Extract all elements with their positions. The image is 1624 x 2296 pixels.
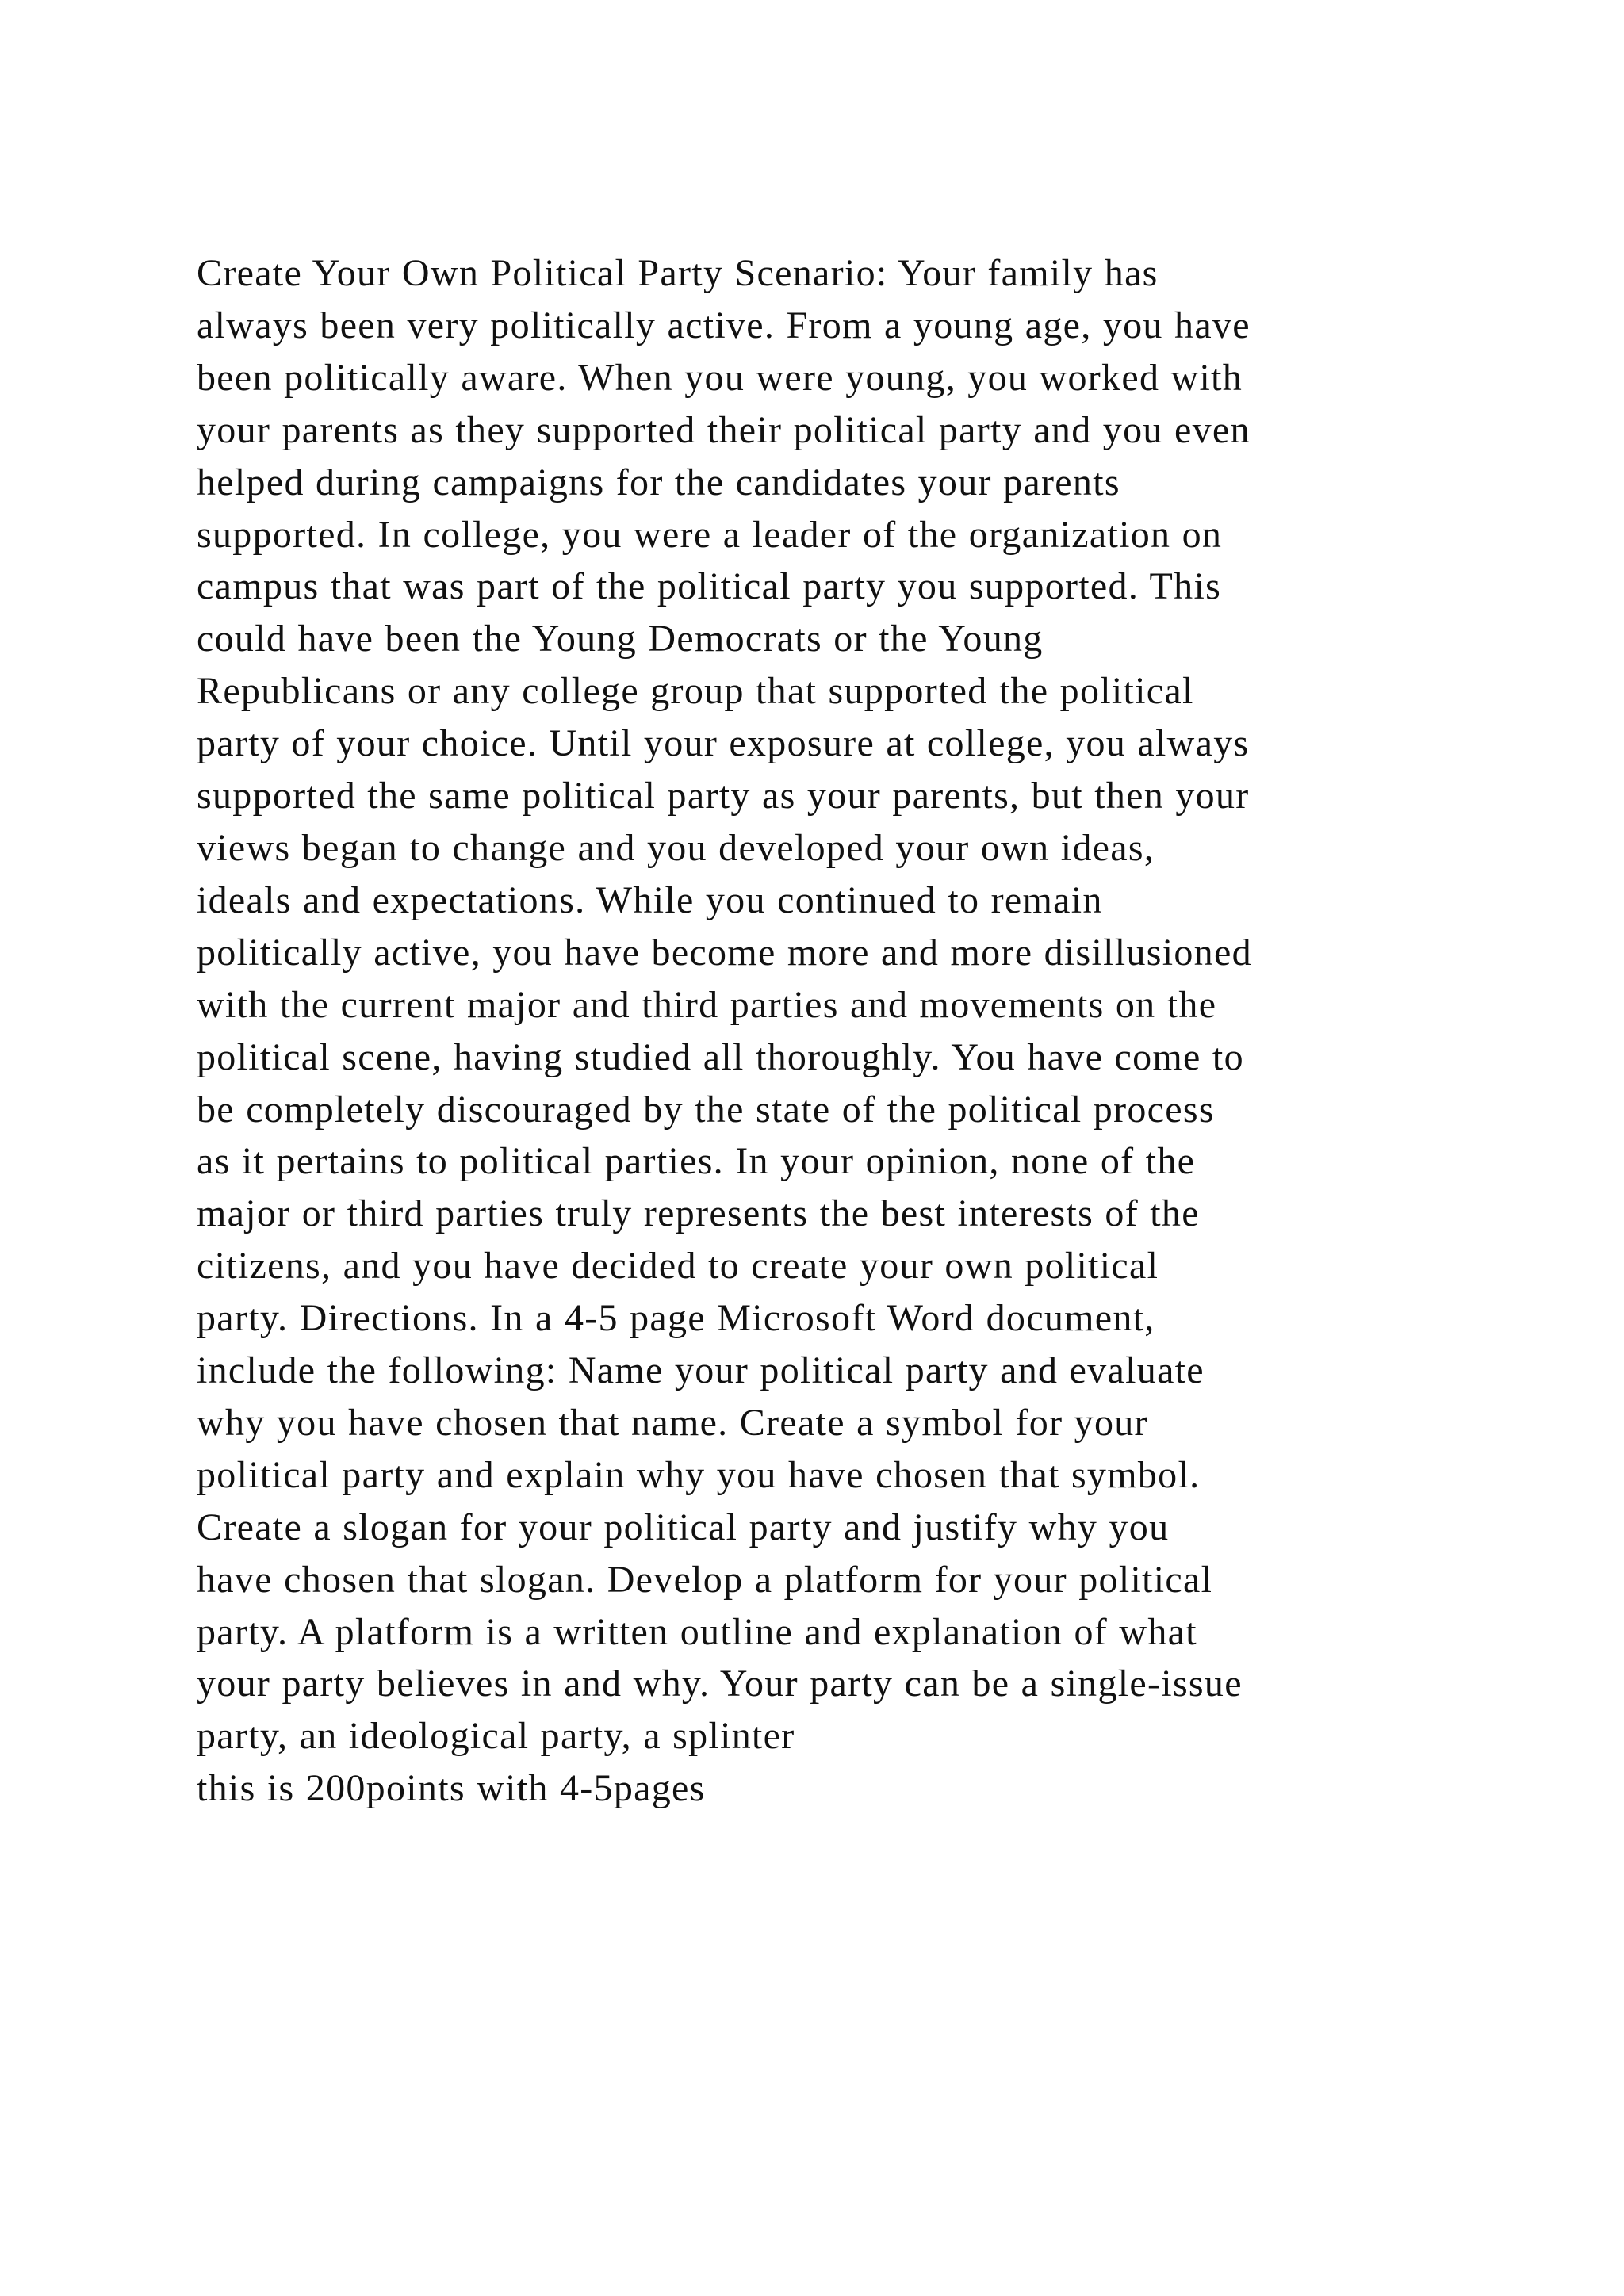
text-line: include the following: Name your political party and evaluate — [197, 1349, 1205, 1392]
text-line: politically active, you have become more and more disillusioned — [197, 931, 1252, 974]
text-line: citizens, and you have decided to create your own political — [197, 1245, 1159, 1288]
text-line: have chosen that slogan. Develop a platform for your political — [197, 1558, 1213, 1601]
text-line: been politically aware. When you were young, you worked with — [197, 356, 1243, 399]
text-line: this is 200points with 4-5pages — [197, 1767, 706, 1810]
text-line: party. A platform is a written outline and explanation of what — [197, 1610, 1197, 1653]
text-line: party of your choice. Until your exposure at college, you always — [197, 722, 1250, 765]
text-line: views began to change and you developed your own ideas, — [197, 826, 1155, 869]
text-line: be completely discouraged by the state of the political process — [197, 1088, 1215, 1131]
text-line: party. Directions. In a 4-5 page Microsoft Word document, — [197, 1297, 1155, 1340]
text-line: supported the same political party as your parents, but then your — [197, 775, 1250, 817]
text-line: political party and explain why you have chosen that symbol. — [197, 1453, 1201, 1496]
text-line: could have been the Young Democrats or the Young — [197, 618, 1044, 660]
text-line: your parents as they supported their political party and you even — [197, 408, 1251, 451]
text-line: ideals and expectations. While you continued to remain — [197, 878, 1103, 921]
text-line: political scene, having studied all thoroughly. You have come to — [197, 1035, 1244, 1078]
text-line: party, an ideological party, a splinter — [197, 1715, 795, 1758]
text-line: major or third parties truly represents the best interests of the — [197, 1192, 1200, 1235]
text-line: as it pertains to political parties. In your opinion, none of the — [197, 1140, 1196, 1183]
text-line: your party believes in and why. Your party can be a single-issue — [197, 1663, 1243, 1705]
text-line: campus that was part of the political party you supported. This — [197, 565, 1222, 608]
text-line: helped during campaigns for the candidates your parents — [197, 461, 1120, 503]
text-line: always been very politically active. From a young age, you have — [197, 304, 1251, 346]
text-line: Create Your Own Political Party Scenario: Your family has — [197, 252, 1159, 294]
text-line: Create a slogan for your political party and justify why you — [197, 1506, 1170, 1548]
text-line: why you have chosen that name. Create a symbol for your — [197, 1401, 1148, 1444]
text-line: with the current major and third parties and movements on the — [197, 983, 1217, 1026]
text-line: Republicans or any college group that supported the political — [197, 670, 1194, 713]
text-line: supported. In college, you were a leader of the organization on — [197, 513, 1223, 556]
assignment-text — [197, 247, 1481, 1815]
